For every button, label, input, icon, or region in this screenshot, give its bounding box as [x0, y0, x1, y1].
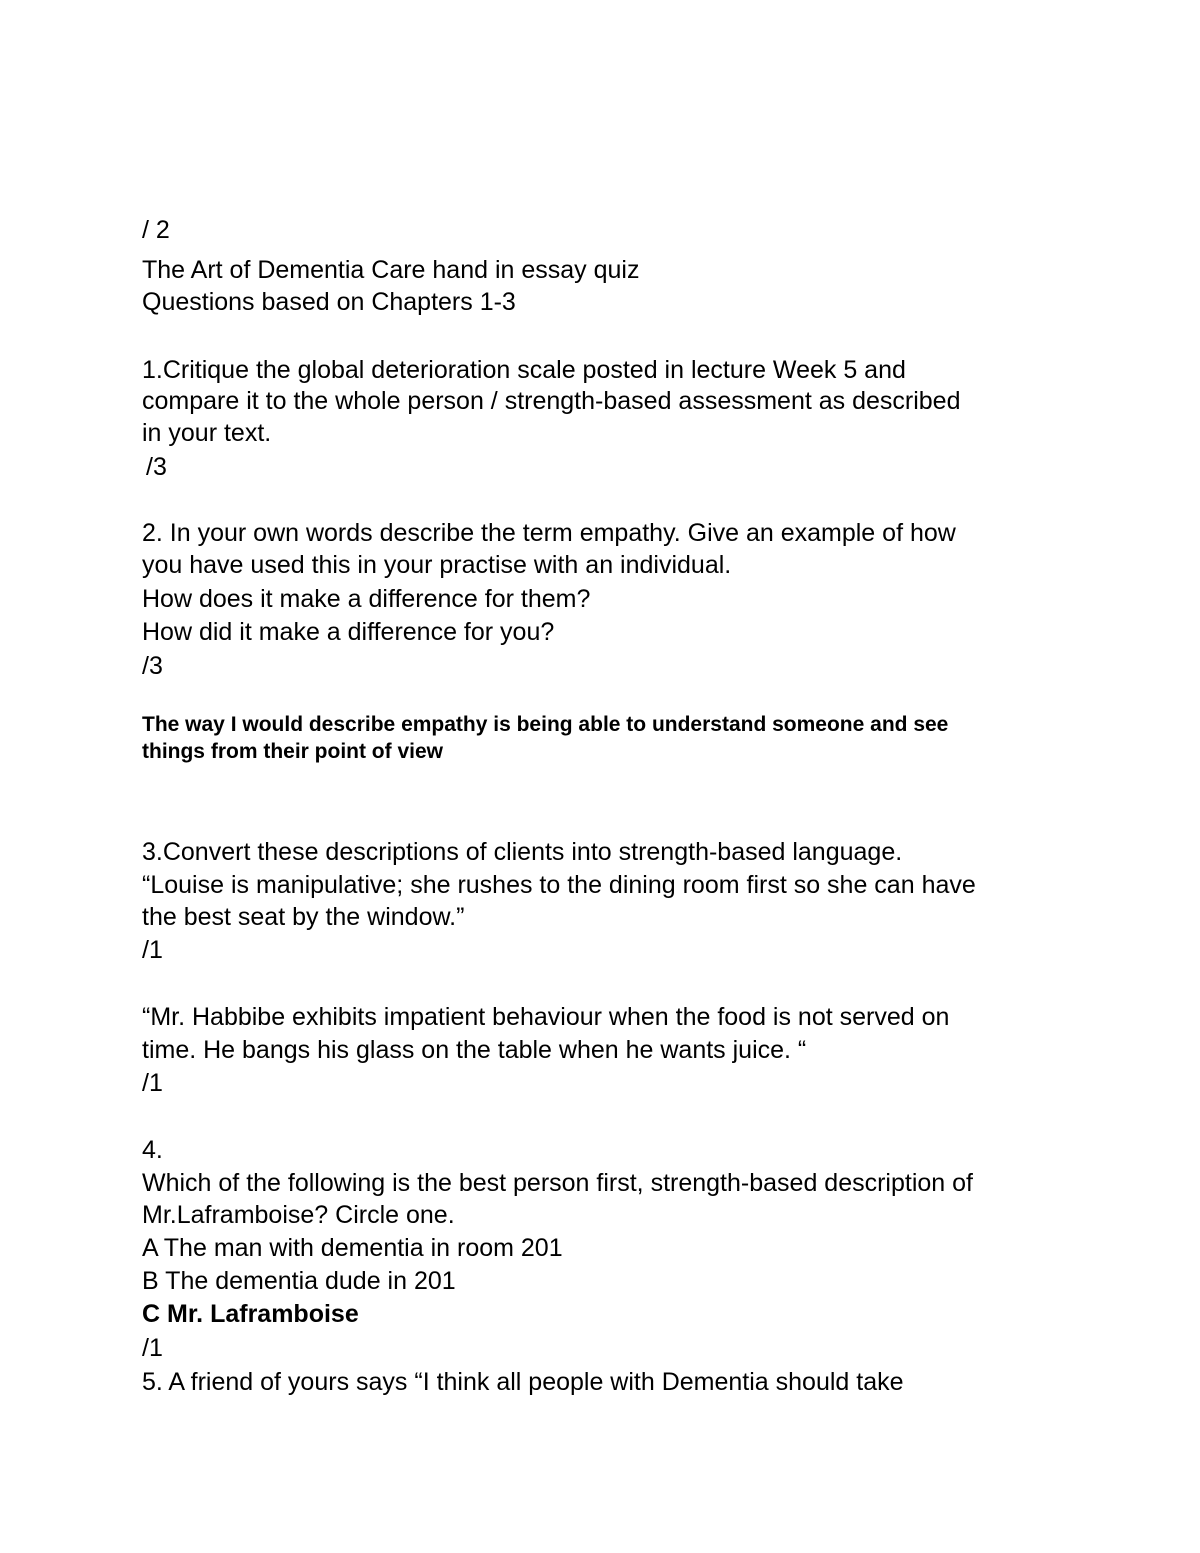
question-4-score: /1	[142, 1334, 163, 1362]
question-2-answer-line: things from their point of view	[142, 740, 443, 763]
question-2-line: you have used this in your practise with an individual.	[142, 551, 732, 579]
question-2-line: 2. In your own words describe the term empathy. Give an example of how	[142, 519, 956, 547]
question-2-score: /3	[142, 652, 163, 680]
question-2-line: How did it make a difference for you?	[142, 618, 555, 646]
question-2-answer-line: The way I would describe empathy is being able to understand someone and see	[142, 713, 949, 736]
question-5-line: 5. A friend of yours says “I think all people with Dementia should take	[142, 1368, 904, 1396]
question-4-line: Mr.Laframboise? Circle one.	[142, 1201, 455, 1229]
question-3a-score: /1	[142, 936, 163, 964]
document-title: The Art of Dementia Care hand in essay quiz	[142, 256, 640, 284]
question-2-line: How does it make a difference for them?	[142, 585, 591, 613]
question-1-line: in your text.	[142, 419, 272, 447]
question-3b-line: “Mr. Habbibe exhibits impatient behaviour when the food is not served on	[142, 1003, 950, 1031]
question-4-option: A The man with dementia in room 201	[142, 1234, 563, 1262]
question-4-line: Which of the following is the best person first, strength-based description of	[142, 1169, 973, 1197]
question-4-option: B The dementia dude in 201	[142, 1267, 456, 1295]
question-4-option-selected: C Mr. Laframboise	[142, 1300, 359, 1328]
question-3b-score: /1	[142, 1069, 163, 1097]
question-3-line: 3.Convert these descriptions of clients into strength-based language.	[142, 838, 903, 866]
question-1-score: /3	[146, 453, 167, 481]
question-4-number: 4.	[142, 1136, 163, 1164]
document-subtitle: Questions based on Chapters 1-3	[142, 288, 516, 316]
question-3b-line: time. He bangs his glass on the table when he wants juice. “	[142, 1036, 807, 1064]
question-3-line: the best seat by the window.”	[142, 903, 465, 931]
page-score: / 2	[142, 216, 170, 244]
question-3-line: “Louise is manipulative; she rushes to the dining room first so she can have	[142, 871, 976, 899]
question-1-line: compare it to the whole person / strength-based assessment as described	[142, 387, 961, 415]
question-1-line: 1.Critique the global deterioration scale posted in lecture Week 5 and	[142, 356, 906, 384]
